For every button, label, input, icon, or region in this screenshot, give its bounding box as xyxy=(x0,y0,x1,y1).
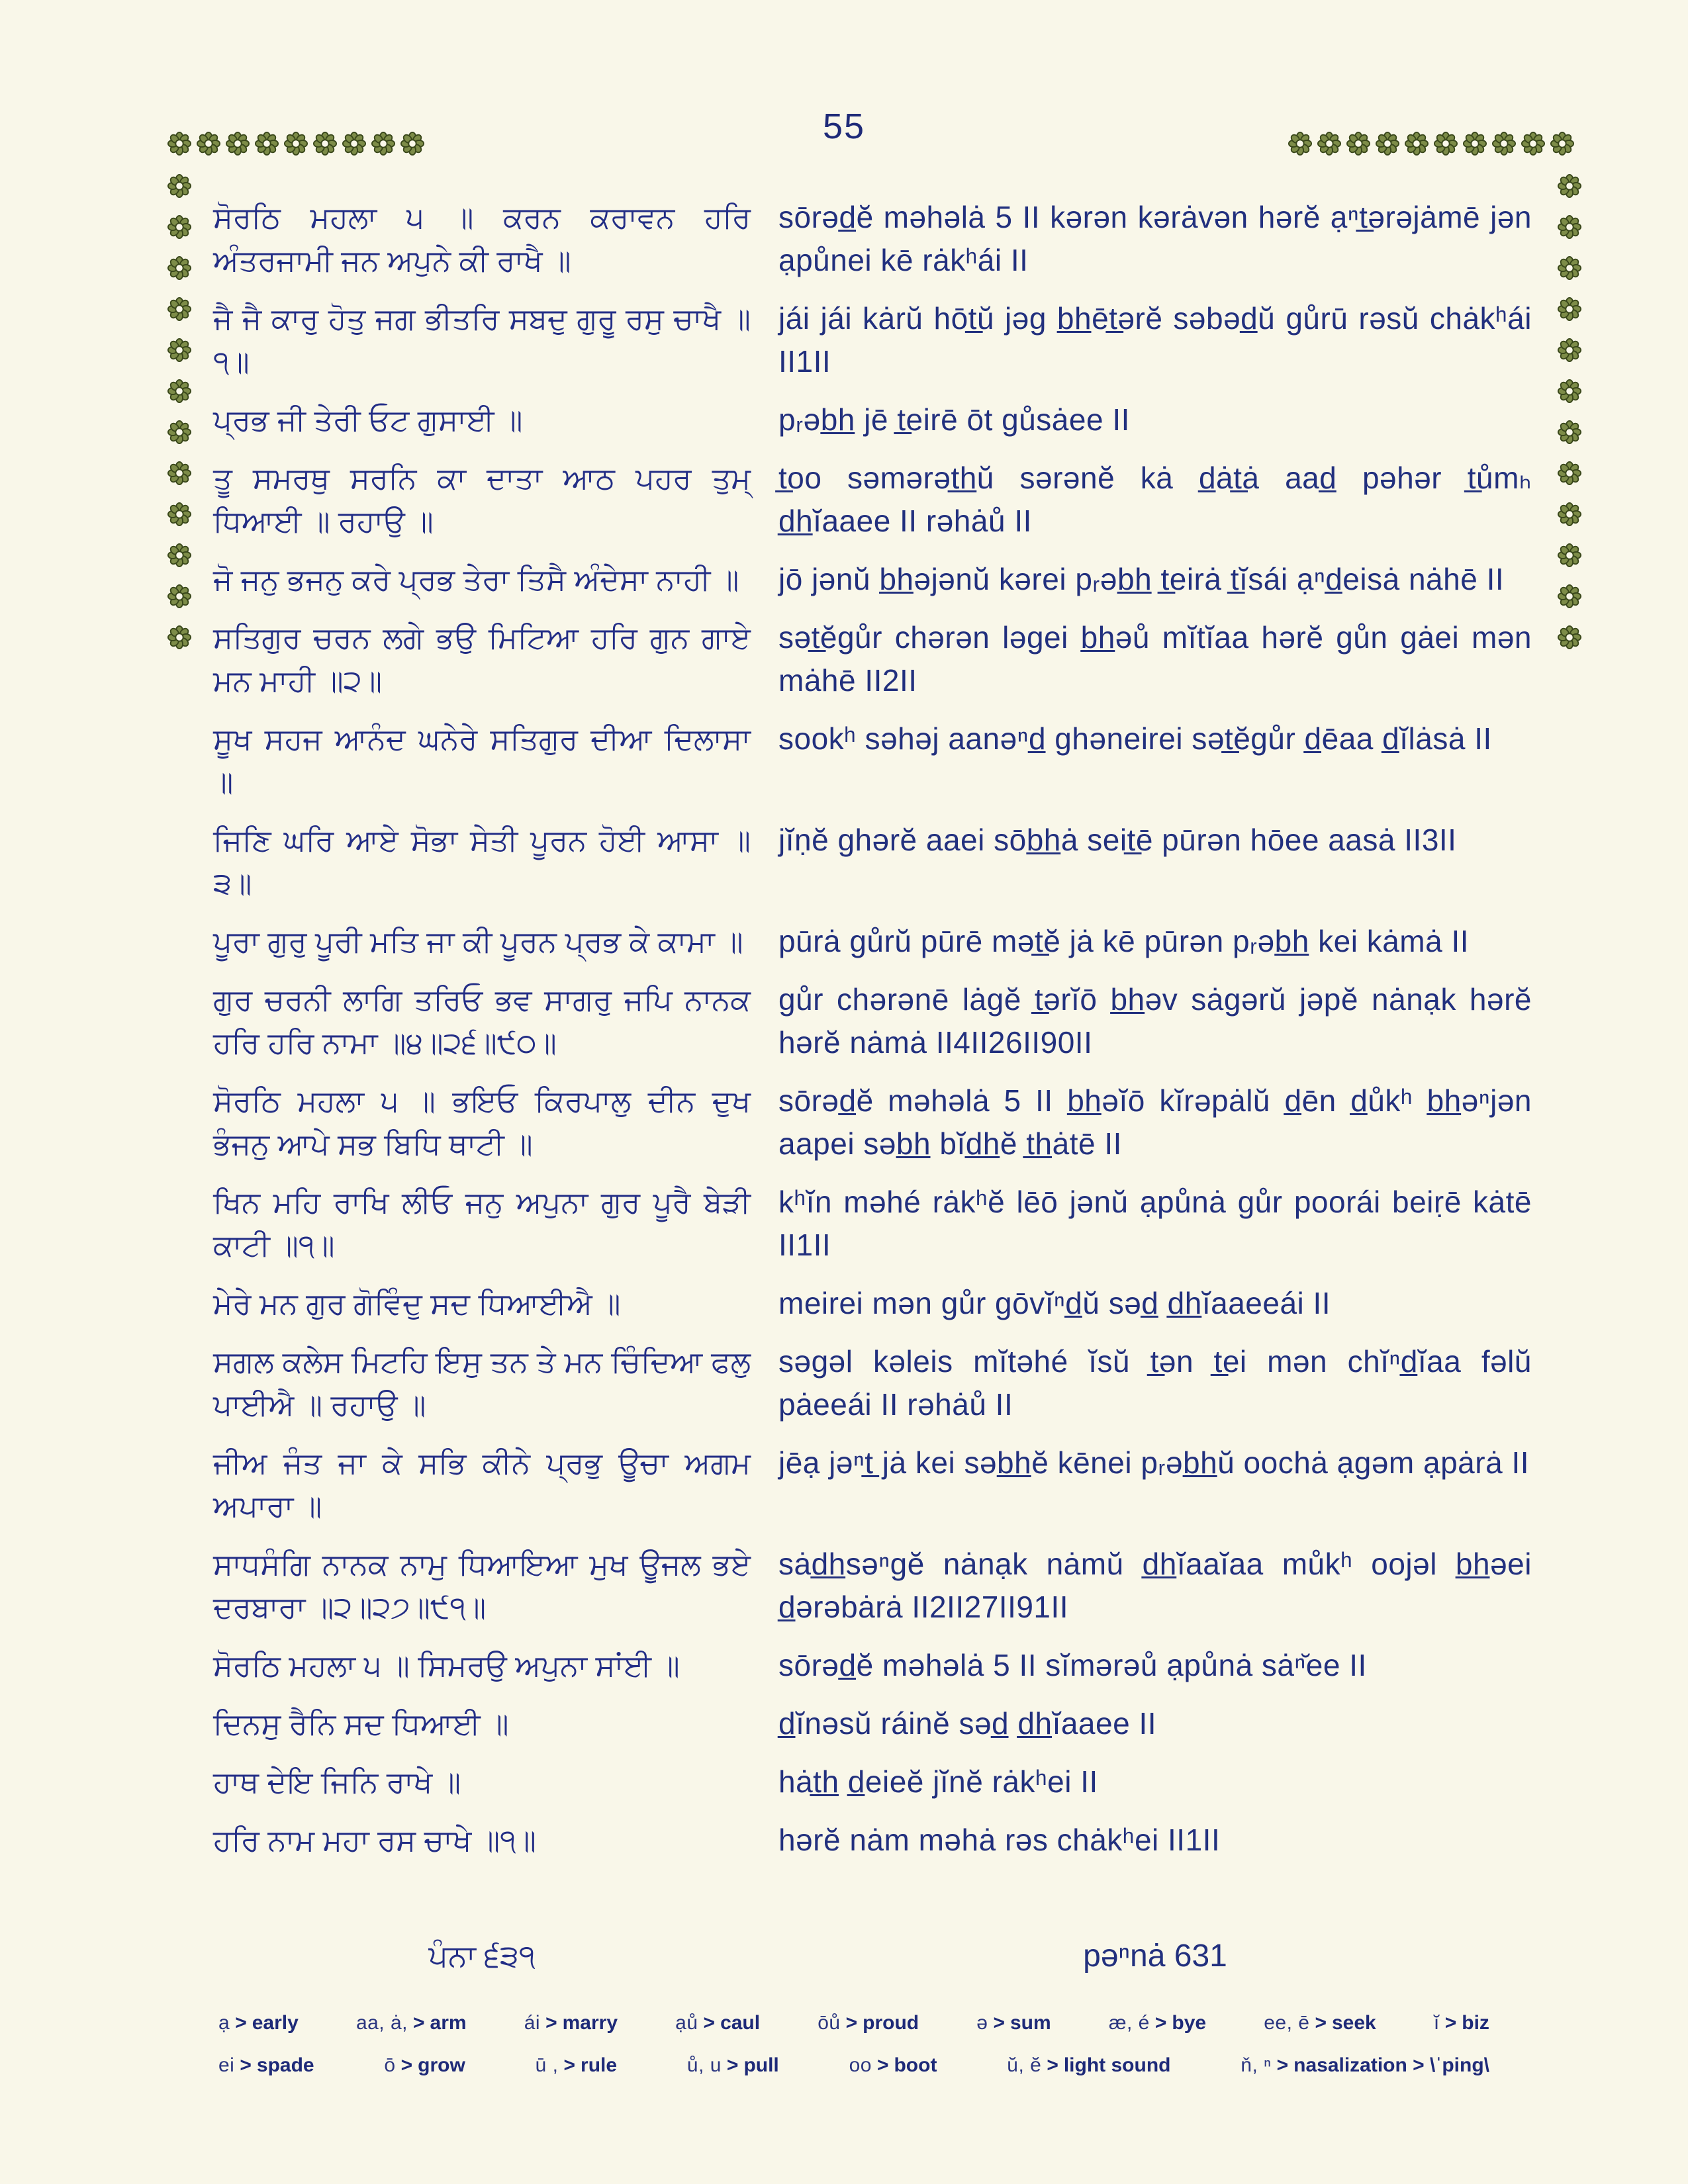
gurmukhi-verse: ਸੋਰਠਿ ਮਹਲਾ ੫ ॥ ਕਰਨ ਕਰਾਵਨ ਹਰਿ ਅੰਤਰਜਾਮੀ ਜਨ ਅਪੁਨੇ ਕੀ ਰਾਖੈ ॥ xyxy=(213,201,751,277)
verse-row xyxy=(213,920,1532,963)
roman-verse: jō jənŭ b̲h̲əjənŭ kərei pᵣəb̲h̲ t̲eirȧ t̲ĭsái ạⁿd̲eisȧ nȧhē II xyxy=(778,562,1505,596)
roman-page-label: pəⁿnȧ 631 xyxy=(1083,1938,1227,1974)
verse-row xyxy=(213,717,1532,803)
flower-icon xyxy=(1557,255,1582,281)
verse-row xyxy=(213,1079,1532,1165)
verse-row xyxy=(213,398,1532,441)
key-item: ň, ⁿ > nasalization > \ˈping\ xyxy=(1241,2054,1489,2076)
key-item: æ, é > bye xyxy=(1108,2012,1207,2034)
roman-verse: jēạ jəⁿt̲ jȧ kei səb̲h̲ĕ kēnei pᵣəb̲h̲ŭ oochȧ ạgəm ạpȧrȧ II xyxy=(778,1445,1530,1480)
flower-icon xyxy=(1462,131,1487,156)
flower-icon xyxy=(1550,131,1575,156)
verse-row xyxy=(213,1340,1532,1426)
key-item: ə > sum xyxy=(976,2012,1051,2034)
roman-verse: hȧt̲h̲ d̲eieĕ jĭnĕ rȧkʰei II xyxy=(778,1764,1098,1799)
flower-icon xyxy=(167,584,192,609)
key-item: ạů > caul xyxy=(675,2012,761,2034)
flower-icon xyxy=(1433,131,1458,156)
key-item: ū , > rule xyxy=(535,2054,618,2076)
flower-icon xyxy=(167,214,192,240)
flower-icon xyxy=(254,131,279,156)
flower-icon xyxy=(1288,131,1313,156)
page-number: 55 xyxy=(822,107,866,146)
gurmukhi-verse: ਹਰਿ ਨਾਮ ਮਹਾ ਰਸ ਚਾਖੇ ॥੧॥ xyxy=(213,1823,536,1857)
greater-than-icon: > xyxy=(993,2012,1005,2034)
flower-icon xyxy=(167,296,192,322)
roman-verse: sȧd̲h̲səⁿgĕ nȧnạk nȧmŭ d̲h̲ĭaaĭaa můkʰ oojəl b̲h̲əei d̲ərəbȧrȧ II2II27II91II xyxy=(778,1547,1532,1624)
greater-than-icon: > xyxy=(235,2012,247,2034)
key-item: oo > boot xyxy=(849,2054,937,2076)
flower-icon xyxy=(167,255,192,281)
flower-icon xyxy=(1557,584,1582,609)
roman-verse: jĭṇĕ ghərĕ aaei sōb̲h̲ȧ seit̲ē pūrən hōee aasȧ II3II xyxy=(778,823,1457,857)
scripture-content xyxy=(213,196,1532,1862)
gurmukhi-verse: ਮੇਰੇ ਮਨ ਗੁਰ ਗੋਵਿੰਦੁ ਸਦ ਧਿਆਈਐ ॥ xyxy=(213,1287,621,1320)
flower-icon xyxy=(1557,379,1582,404)
verse-row xyxy=(213,1543,1532,1629)
flower-icon xyxy=(167,338,192,363)
roman-verse: sōrəd̲ĕ məhəlȧ 5 II kərən kərȧvən hərĕ ạⁿt̲ərəjȧmē jən ạpůnei kē rȧkʰái II xyxy=(778,200,1532,277)
flower-icon xyxy=(196,131,221,156)
flower-icon xyxy=(1557,420,1582,445)
key-item: ōů > proud xyxy=(818,2012,919,2034)
greater-than-icon: > xyxy=(876,2054,889,2076)
pronunciation-key-row-2 xyxy=(218,2054,1489,2077)
greater-than-icon: > xyxy=(413,2012,425,2034)
flower-icon xyxy=(167,420,192,445)
flower-border-top-right xyxy=(1288,131,1575,156)
flower-icon xyxy=(167,131,192,156)
roman-verse: pᵣəb̲h̲ jē t̲eirē ōt gůsȧee II xyxy=(778,402,1130,437)
key-item: ei > spade xyxy=(218,2054,314,2076)
gurmukhi-verse: ਤੂ ਸਮਰਥੁ ਸਰਨਿ ਕਾ ਦਾਤਾ ਆਠ ਪਹਰ ਤੁਮ੍ ਧਿਆਈ ॥ ਰਹਾਉ ॥ xyxy=(213,461,751,538)
flower-border-left xyxy=(167,173,192,650)
roman-verse: meirei mən gůr gōvĭⁿd̲ŭ səd̲ d̲h̲ĭaaeeái II xyxy=(778,1286,1331,1320)
verse-row xyxy=(213,196,1532,282)
verse-row xyxy=(213,1644,1532,1687)
gurmukhi-verse: ਸਾਧਸੰਗਿ ਨਾਨਕ ਨਾਮੁ ਧਿਆਇਆ ਮੁਖ ਊਜਲ ਭਏ ਦਰਬਾਰਾ ॥੨॥੨੭॥੯੧॥ xyxy=(213,1547,751,1624)
pronunciation-key-row-1 xyxy=(218,2012,1489,2034)
gurmukhi-verse: ਸੋਰਠਿ ਮਹਲਾ ੫ ॥ ਸਿਮਰਉ ਅਪੁਨਾ ਸਾਂਈ ॥ xyxy=(213,1649,680,1682)
verse-row xyxy=(213,457,1532,543)
flower-border-right xyxy=(1557,173,1582,650)
roman-verse: jái jái kȧrŭ hōt̲ŭ jəg b̲h̲ēt̲ərĕ səbəd̲ŭ gůrū rəsŭ chȧkʰái II1II xyxy=(778,301,1532,379)
flower-icon xyxy=(167,625,192,650)
verse-row xyxy=(213,297,1532,383)
roman-verse: sōrəd̲ĕ məhəlȧ 5 II sĭmərəů ạpůnȧ sȧⁿ̆ee II xyxy=(778,1648,1367,1682)
gurmukhi-verse: ਜੋ ਜਨੁ ਭਜਨੁ ਕਰੇ ਪ੍ਰਭ ਤੇਰਾ ਤਿਸੈ ਅੰਦੇਸਾ ਨਾਹੀ ॥ xyxy=(213,563,739,596)
gurmukhi-verse: ਸਗਲ ਕਲੇਸ ਮਿਟਹਿ ਇਸੁ ਤਨ ਤੇ ਮਨ ਚਿੰਦਿਆ ਫਲੁ ਪਾਈਐ ॥ ਰਹਾਉ ॥ xyxy=(213,1345,751,1422)
gurmukhi-verse: ਜਿਣਿ ਘਰਿ ਆਏ ਸੋਭਾ ਸੇਤੀ ਪੂਰਨ ਹੋਈ ਆਸਾ ॥੩॥ xyxy=(213,823,751,900)
greater-than-icon: > xyxy=(545,2012,557,2034)
key-item: ŭ, ĕ > light sound xyxy=(1007,2054,1171,2076)
flower-icon xyxy=(1557,173,1582,199)
roman-verse: hərĕ nȧm məhȧ rəs chȧkʰei II1II xyxy=(778,1823,1221,1857)
roman-verse: d̲ĭnəsŭ ráinĕ səd̲ d̲h̲ĭaaee II xyxy=(778,1706,1157,1741)
greater-than-icon: > xyxy=(1444,2012,1457,2034)
flower-icon xyxy=(1317,131,1342,156)
gurmukhi-verse: ਸੂਖ ਸਹਜ ਆਨੰਦ ਘਨੇਰੇ ਸਤਿਗੁਰ ਦੀਆ ਦਿਲਾਸਾ ॥ xyxy=(213,722,751,799)
flower-icon xyxy=(1557,502,1582,527)
flower-icon xyxy=(1346,131,1371,156)
gurmukhi-verse: ਜੀਅ ਜੰਤ ਜਾ ਕੇ ਸਭਿ ਕੀਨੇ ਪ੍ਰਭੁ ਊਚਾ ਅਗਮ ਅਪਾਰਾ ॥ xyxy=(213,1446,751,1523)
pronunciation-key xyxy=(218,2012,1489,2077)
key-item: aa, ȧ, > arm xyxy=(355,2012,467,2034)
greater-than-icon: > xyxy=(1154,2012,1167,2034)
flower-icon xyxy=(1491,131,1517,156)
gurmukhi-page-label: ਪੰਨਾ ੬੩੧ xyxy=(428,1938,536,1973)
verse-row xyxy=(213,1760,1532,1803)
greater-than-icon: > xyxy=(1276,2054,1289,2076)
gurmukhi-verse: ਖਿਨ ਮਹਿ ਰਾਖਿ ਲੀਓ ਜਨੁ ਅਪੁਨਾ ਗੁਰ ਪੂਰੈ ਬੇੜੀ ਕਾਟੀ ॥੧॥ xyxy=(213,1185,751,1262)
gurmukhi-verse: ਦਿਨਸੁ ਰੈਨਿ ਸਦ ਧਿਆਈ ॥ xyxy=(213,1707,509,1741)
flower-icon xyxy=(1557,543,1582,568)
flower-icon xyxy=(167,379,192,404)
roman-verse: səgəl kəleis mĭtəhé ĭsŭ t̲ən t̲ei mən chĭⁿd̲ĭaa fəlŭ pȧeeái II rəhȧů II xyxy=(778,1344,1532,1422)
flower-icon xyxy=(167,543,192,568)
gurmukhi-verse: ਜੈ ਜੈ ਕਾਰੁ ਹੋਤੁ ਜਗ ਭੀਤਰਿ ਸਬਦੁ ਗੁਰੂ ਰਸੁ ਚਾਖੈ ॥੧॥ xyxy=(213,302,751,379)
key-item: ů, u > pull xyxy=(686,2054,779,2076)
gurmukhi-verse: ਗੁਰ ਚਰਨੀ ਲਾਗਿ ਤਰਿਓ ਭਵ ਸਾਗਰੁ ਜਪਿ ਨਾਨਕ ਹਰਿ ਹਰਿ ਨਾਮਾ ॥੪॥੨੬॥੯੦॥ xyxy=(213,983,751,1060)
roman-verse: pūrȧ gůrŭ pūrē mət̲ĕ jȧ kē pūrən pᵣəb̲h̲ kei kȧmȧ II xyxy=(778,924,1470,958)
flower-icon xyxy=(342,131,367,156)
key-item: ạ > early xyxy=(218,2012,299,2034)
verse-row xyxy=(213,558,1532,601)
greater-than-icon: > xyxy=(400,2054,413,2076)
flower-icon xyxy=(1557,461,1582,486)
key-item: ái > marry xyxy=(524,2012,618,2034)
gurmukhi-verse: ਸਤਿਗੁਰ ਚਰਨ ਲਗੇ ਭਉ ਮਿਟਿਆ ਹਰਿ ਗੁਨ ਗਾਏ ਮਨ ਮਾਹੀ ॥੨॥ xyxy=(213,621,751,698)
flower-icon xyxy=(371,131,396,156)
greater-than-icon: > xyxy=(726,2054,739,2076)
flower-icon xyxy=(400,131,425,156)
greater-than-icon: > xyxy=(563,2054,576,2076)
gurmukhi-verse: ਸੋਰਠਿ ਮਹਲਾ ੫ ॥ ਭਇਓ ਕਿਰਪਾਲੁ ਦੀਨ ਦੁਖ ਭੰਜਨੁ ਆਪੇ ਸਭ ਬਿਧਿ ਥਾਟੀ ॥ xyxy=(213,1084,751,1161)
flower-icon xyxy=(1557,296,1582,322)
verse-row xyxy=(213,1702,1532,1745)
verse-row xyxy=(213,1441,1532,1527)
roman-verse: sōrəd̲ĕ məhəlȧ 5 II b̲h̲əĭō kĭrəpȧlŭ d̲ēn d̲ůkʰ b̲h̲əⁿjən aapei səb̲h̲ bĭd̲h̲ĕ t̲h̲ȧtē II xyxy=(778,1083,1532,1161)
flower-icon xyxy=(1557,214,1582,240)
roman-verse: kʰĭn məhé rȧkʰĕ lēō jənŭ ạpůnȧ gůr poorái beiṛē kȧtē II1II xyxy=(778,1185,1532,1262)
verse-row xyxy=(213,616,1532,702)
flower-icon xyxy=(225,131,250,156)
flower-icon xyxy=(1375,131,1400,156)
greater-than-icon: > xyxy=(703,2012,716,2034)
flower-icon xyxy=(1404,131,1429,156)
greater-than-icon: > xyxy=(240,2054,252,2076)
key-item: ĭ > biz xyxy=(1433,2012,1489,2034)
verse-row xyxy=(213,1282,1532,1325)
verse-row xyxy=(213,1181,1532,1267)
flower-icon xyxy=(1557,625,1582,650)
flower-icon xyxy=(167,173,192,199)
key-item: ee, ē > seek xyxy=(1264,2012,1376,2034)
verse-row xyxy=(213,1819,1532,1862)
gurmukhi-verse: ਪੂਰਾ ਗੁਰੁ ਪੂਰੀ ਮਤਿ ਜਾ ਕੀ ਪੂਰਨ ਪ੍ਰਭ ਕੇ ਕਾਮਾ ॥ xyxy=(213,925,743,958)
verse-row xyxy=(213,819,1532,905)
key-item: ō > grow xyxy=(384,2054,465,2076)
greater-than-icon: > xyxy=(1047,2054,1058,2076)
flower-border-top-left xyxy=(167,131,425,156)
roman-verse: sookʰ səhəj aanəⁿd̲ ghəneirei sət̲ĕgůr d̲ēaa d̲ĭlȧsȧ II xyxy=(778,721,1492,756)
flower-icon xyxy=(167,502,192,527)
gurmukhi-verse: ਹਾਥ ਦੇਇ ਜਿਨਿ ਰਾਖੇ ॥ xyxy=(213,1765,461,1799)
flower-icon xyxy=(167,461,192,486)
flower-icon xyxy=(1557,338,1582,363)
flower-icon xyxy=(312,131,338,156)
greater-than-icon: > xyxy=(1315,2012,1327,2034)
flower-icon xyxy=(283,131,308,156)
greater-than-icon: > xyxy=(845,2012,858,2034)
gurmukhi-verse: ਪ੍ਰਭ ਜੀ ਤੇਰੀ ਓਟ ਗੁਸਾਈ ॥ xyxy=(213,403,523,437)
roman-verse: t̲oo səmərət̲h̲ŭ sərənĕ kȧ d̲ȧt̲ȧ aad̲ pəhər t̲ůmₕ d̲h̲ĭaaee II rəhȧů II xyxy=(778,461,1532,538)
verse-row xyxy=(213,978,1532,1064)
roman-verse: sət̲ĕgůr chərən ləgei b̲h̲əů mĭtĭaa hərĕ gůn gȧei mən mȧhē II2II xyxy=(778,620,1532,698)
roman-verse: gůr chərənē lȧgĕ t̲ərĭō b̲h̲əv sȧgərŭ jəpĕ nȧnạk hərĕ hərĕ nȧmȧ II4II26II90II xyxy=(778,982,1532,1060)
flower-icon xyxy=(1521,131,1546,156)
